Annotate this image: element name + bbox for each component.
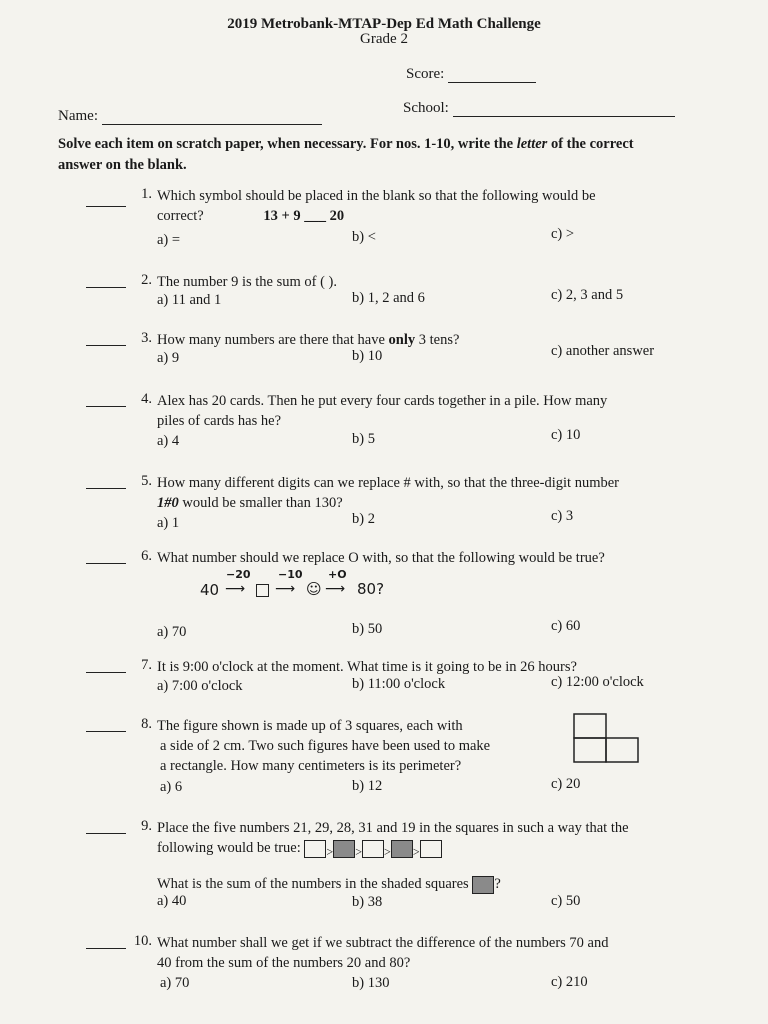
- option-b: b) 5: [352, 431, 375, 447]
- chain-op-1: −20: [226, 568, 251, 581]
- question-number: 3.: [141, 330, 152, 346]
- answer-blank[interactable]: [86, 719, 126, 732]
- empty-square: [304, 840, 326, 858]
- figure-square-top: [574, 714, 606, 738]
- operation-chain: [200, 568, 420, 600]
- option-a: a) 6: [160, 779, 183, 795]
- option-b: b) 12: [352, 778, 383, 794]
- chain-op-2: −10: [278, 568, 303, 581]
- question-number: 10.: [133, 933, 152, 949]
- answer-blank[interactable]: [86, 333, 126, 346]
- question-number: 6.: [141, 548, 152, 564]
- question-number: 4.: [141, 391, 152, 407]
- chain-end: 80?: [357, 580, 385, 598]
- option-b: b) 2: [352, 511, 375, 527]
- option-a: a) 70: [157, 624, 187, 640]
- school-label: School:: [403, 100, 449, 116]
- empty-square: [362, 840, 384, 858]
- instructions-emphasis: letter: [516, 136, 548, 152]
- option-a: a) 4: [157, 433, 180, 449]
- question-number: 9.: [141, 818, 152, 834]
- question-text: Alex has 20 cards. Then he put every four cards together in a pile. How many piles of cards has he?: [157, 393, 608, 429]
- score-label: Score:: [406, 66, 445, 82]
- arrow-icon: ⟶: [325, 581, 346, 597]
- option-c: c) 12:00 o'clock: [551, 674, 644, 690]
- empty-square: [420, 840, 442, 858]
- option-a: a) =: [157, 232, 181, 248]
- option-c: c) another answer: [551, 343, 655, 359]
- option-b: b) 130: [352, 975, 390, 991]
- answer-blank[interactable]: [86, 194, 126, 207]
- answer-blank[interactable]: [86, 551, 126, 564]
- comparison-expression: 13 + 9 ___ 20: [263, 208, 345, 224]
- school-field: [403, 100, 675, 117]
- page-title: 2019 Metrobank-MTAP-Dep Ed Math Challenge: [227, 16, 541, 32]
- question-text: What number should we replace O with, so that the following would be true?: [157, 550, 605, 566]
- figure-square-bottom-left: [574, 738, 606, 762]
- option-a: a) 9: [157, 350, 180, 366]
- option-c: c) 2, 3 and 5: [551, 287, 624, 303]
- option-b: b) 50: [352, 621, 383, 637]
- name-label: Name:: [58, 108, 98, 124]
- score-blank[interactable]: [448, 68, 536, 83]
- question-text: It is 9:00 o'clock at the moment. What time is it going to be in 26 hours?: [157, 659, 577, 675]
- question-number: 1.: [141, 186, 152, 202]
- square-box: [256, 584, 269, 597]
- option-a: a) 7:00 o'clock: [157, 678, 243, 694]
- instructions: Solve each item on scratch paper, when necessary. For nos. 1-10, write the letter of the correct answer on the blank.: [58, 136, 634, 173]
- question-number: 7.: [141, 657, 152, 673]
- smiley-icon: ☺: [306, 580, 322, 598]
- option-c: c) 20: [551, 776, 581, 792]
- question-text: The figure shown is made up of 3 squares, each with a side of 2 cm. Two such figures have been used to make a rectangle. How many centimeters is its perimeter?: [157, 718, 491, 774]
- shaded-square: [333, 840, 355, 858]
- shaded-square: [472, 876, 494, 894]
- option-b: b) <: [352, 229, 376, 245]
- three-squares-figure: [572, 712, 642, 766]
- question-number: 5.: [141, 473, 152, 489]
- option-b: b) 10: [352, 348, 383, 364]
- option-a: a) 70: [160, 975, 190, 991]
- option-b: b) 38: [352, 894, 383, 910]
- option-a: a) 1: [157, 515, 180, 531]
- option-c: c) 210: [551, 974, 588, 990]
- option-a: a) 40: [157, 893, 187, 909]
- option-c: c) 50: [551, 893, 581, 909]
- answer-blank[interactable]: [86, 476, 126, 489]
- question-text: What number shall we get if we subtract the difference of the numbers 70 and 40 from the sum of the numbers 20 and 80?: [157, 935, 609, 971]
- chain-op-3: +O: [328, 568, 347, 581]
- answer-blank[interactable]: [86, 936, 126, 949]
- option-c: c) 60: [551, 618, 581, 634]
- arrow-icon: ⟶: [225, 581, 246, 597]
- arrow-icon: ⟶: [275, 581, 296, 597]
- chain-start: 40: [200, 581, 220, 599]
- school-blank[interactable]: [453, 102, 675, 117]
- question-text: How many numbers are there that have only 3 tens?: [157, 332, 460, 348]
- answer-blank[interactable]: [86, 275, 126, 288]
- option-c: c) >: [551, 226, 575, 242]
- figure-square-bottom-right: [606, 738, 638, 762]
- question-number: 8.: [141, 716, 152, 732]
- answer-blank[interactable]: [86, 394, 126, 407]
- answer-blank[interactable]: [86, 821, 126, 834]
- option-b: b) 11:00 o'clock: [352, 676, 446, 692]
- name-blank[interactable]: [102, 110, 322, 125]
- answer-blank[interactable]: [86, 660, 126, 673]
- question-text: The number 9 is the sum of ( ).: [157, 274, 338, 290]
- grade-label: Grade 2: [360, 31, 408, 47]
- question-text: How many different digits can we replace # with, so that the three-digit number 1#0 would be smaller than 130?: [157, 475, 619, 511]
- question-text: Place the five numbers 21, 29, 28, 31 and 19 in the squares in such a way that the following would be true: $_>$ $_>$ $_>$ $_>$ What is the sum of the numbers in the shaded squares ?: [157, 820, 629, 892]
- option-c: c) 10: [551, 427, 581, 443]
- shaded-square: [391, 840, 413, 858]
- name-field: [58, 108, 322, 125]
- question-number: 2.: [141, 272, 152, 288]
- option-a: a) 11 and 1: [157, 292, 222, 308]
- option-b: b) 1, 2 and 6: [352, 290, 425, 306]
- question-text: Which symbol should be placed in the blank so that the following would be correct? 13 + 9 ___ 20: [157, 188, 596, 224]
- score-field: [406, 66, 536, 83]
- option-c: c) 3: [551, 508, 574, 524]
